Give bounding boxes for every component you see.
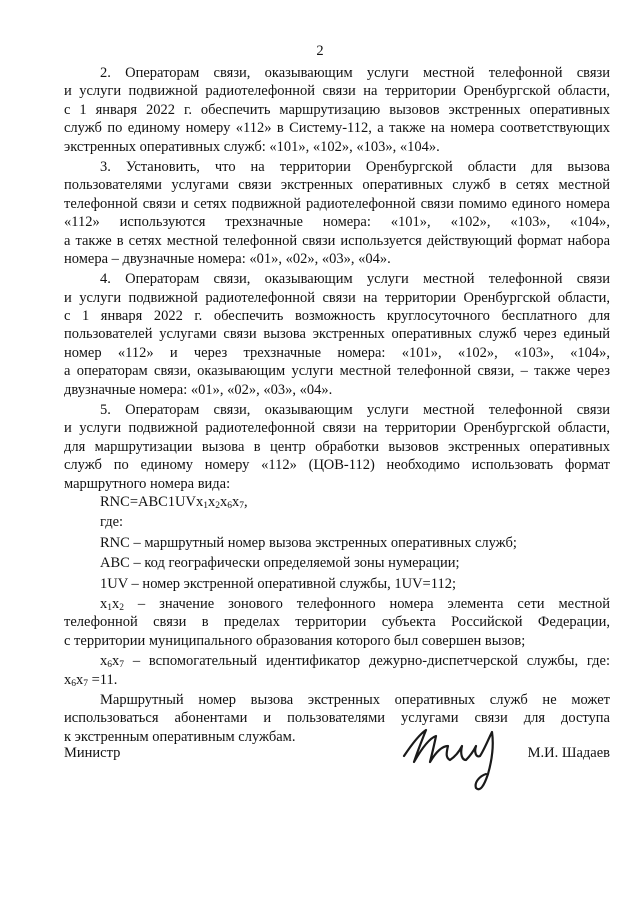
paragraph-4 (64, 270, 610, 399)
paragraph-3 (64, 158, 610, 268)
paragraph-line: служб по единому номеру «112» в Систему-112, а также на номера соответствующих (64, 120, 610, 137)
definition-line: телефонной связи в пределах территории субъекта Российской Федерации, (64, 614, 610, 631)
page-number: 2 (316, 43, 324, 59)
paragraph-line: пользователями услугами связи экстренных оперативных служб в сетях местной (64, 177, 610, 194)
paragraph-line: с 1 января 2022 г. обеспечить возможность круглосуточного бесплатного для (64, 308, 610, 325)
paragraph-line: экстренных оперативных служб: «101», «102», «103», «104». (64, 138, 440, 155)
document-body (64, 64, 610, 746)
paragraph-line: телефонной связи и сетях подвижной радиотелефонной связи помимо единого номера (64, 195, 610, 212)
paragraph-line: двузначные номера: «01», «02», «03», «04». (64, 381, 333, 398)
paragraph-line: а также в сетях местной телефонной связи используется действующий формат набора (64, 232, 610, 249)
paragraph-line: и услуги подвижной радиотелефонной связи на территории Оренбургской области, (64, 83, 610, 100)
paragraph-line: 4. Операторам связи, оказывающим услуги местной телефонной связи (100, 271, 610, 288)
paragraph-line: для маршрутизации вызова в центр обработки вызовов экстренных оперативных (64, 438, 610, 455)
paragraph-5 (64, 401, 610, 493)
handwritten-signature (396, 716, 516, 806)
definition-line: $x_6x_7 =11$. (64, 671, 118, 689)
paragraph-line: использоваться абонентами и пользователями услугами связи для доступа (64, 710, 610, 727)
paragraph-line: и услуги подвижной радиотелефонной связи на территории Оренбургской области, (64, 420, 610, 437)
paragraph-line: к экстренным оперативным службам. (64, 728, 296, 745)
definition-line: $x_1x_2$ – значение зонового телефонного номера элемента сети местной (100, 595, 610, 613)
signature-block (64, 736, 610, 806)
paragraph-2 (64, 64, 610, 156)
routing-number-formula: $RNC=ABC1UVx_1x_2x_6x_7$, (100, 493, 248, 511)
paragraph-line: номера – двузначные номера: «01», «02», «03», «04». (64, 250, 391, 267)
definition-uv: 1UV – номер экстренной оперативной службы, 1UV=112; (100, 575, 456, 592)
definition-abc: ABC – код географически определяемой зоны нумерации; (100, 555, 460, 572)
signatory-title: Министр (64, 745, 121, 761)
paragraph-line: маршрутного номера вида: (64, 475, 231, 492)
paragraph-line: номер «112» и через трехзначные номера: «101», «102», «103», «104», (64, 344, 610, 361)
paragraph-line: 3. Установить, что на территории Оренбургской области для вызова (100, 158, 610, 175)
signatory-name: М.И. Шадаев (527, 745, 610, 761)
paragraph-line: с 1 января 2022 г. обеспечить маршрутизацию вызовов экстренных оперативных (64, 101, 610, 118)
definition-rnc: RNC – маршрутный номер вызова экстренных оперативных служб; (100, 534, 517, 551)
paragraph-line: пользователей услугами связи вызова экстренных оперативных служб через единый (64, 326, 610, 343)
paragraph-line: 2. Операторам связи, оказывающим услуги местной телефонной связи (100, 65, 610, 81)
definition-line: с территории муниципального образования которого был совершен вызов; (64, 632, 526, 649)
paragraph-line: а операторам связи, оказывающим услуги местной телефонной связи, – также через (64, 363, 610, 380)
paragraph-line: и услуги подвижной радиотелефонной связи на территории Оренбургской области, (64, 289, 610, 306)
definition-x6x7 (64, 652, 610, 689)
paragraph-line: «112» используются трехзначные номера: «101», «102», «103», «104», (64, 214, 610, 231)
where-label: где: (100, 514, 124, 531)
definition-x1x2 (64, 595, 610, 650)
definition-line: $x_6x_7$ – вспомогательный идентификатор дежурно-диспетчерской службы, где: (100, 653, 610, 671)
paragraph-line: Маршрутный номер вызова экстренных оперативных служб не может (100, 691, 610, 708)
paragraph-line: 5. Операторам связи, оказывающим услуги местной телефонной связи (100, 402, 610, 419)
paragraph-line: служб по единому номеру «112» (ЦОВ-112) необходимо использовать формат (64, 457, 610, 474)
